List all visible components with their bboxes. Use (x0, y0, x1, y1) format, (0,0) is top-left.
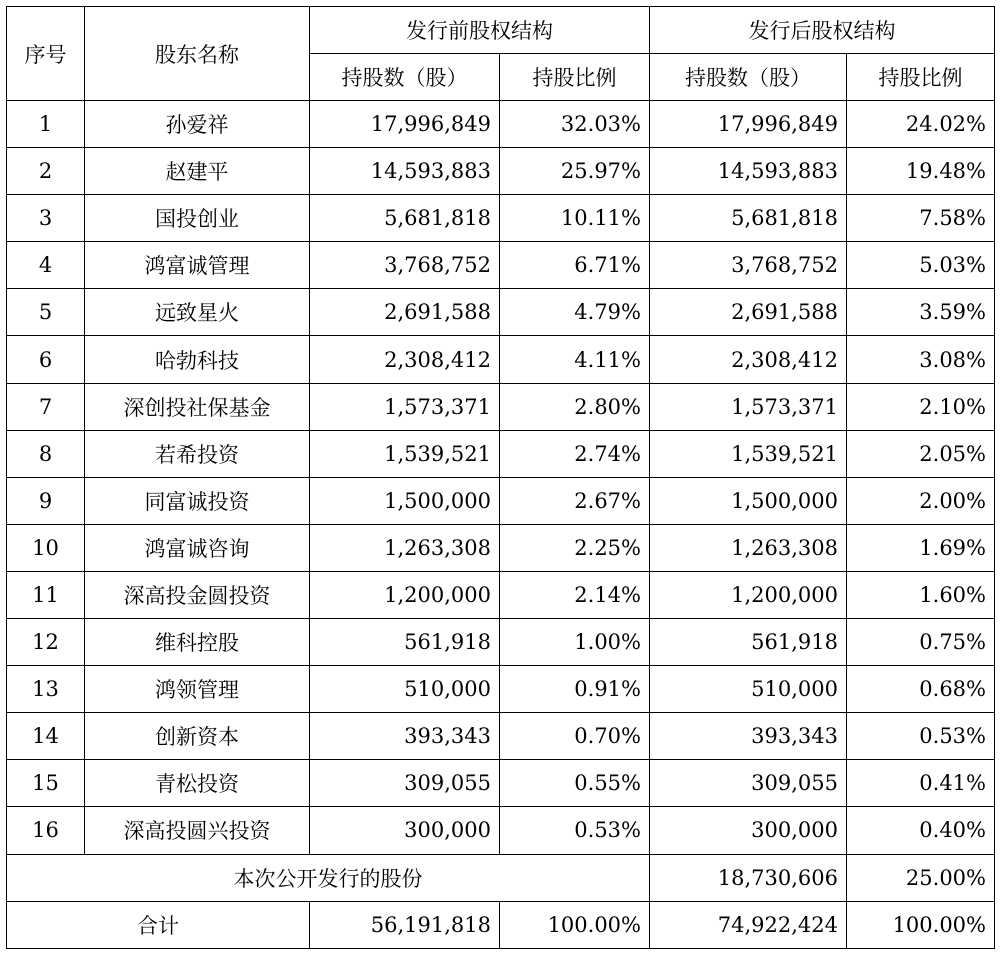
public-offering-after-shares: 18,730,606 (650, 854, 847, 901)
header-row-1 (7, 7, 995, 54)
row-before-shares: 14,593,883 (310, 148, 500, 195)
row-shareholder-name: 若希投资 (85, 430, 310, 477)
row-seq: 12 (7, 619, 85, 666)
row-after-shares: 2,691,588 (650, 289, 847, 336)
header-before-ratio: 持股比例 (500, 54, 650, 101)
row-shareholder-name: 青松投资 (85, 760, 310, 807)
row-after-shares: 5,681,818 (650, 195, 847, 242)
total-after-shares: 74,922,424 (650, 901, 847, 948)
table-row (7, 666, 995, 713)
row-before-ratio: 1.00% (500, 619, 650, 666)
row-before-shares: 5,681,818 (310, 195, 500, 242)
row-seq: 14 (7, 713, 85, 760)
row-before-ratio: 2.67% (500, 477, 650, 524)
table-row (7, 430, 995, 477)
row-after-ratio: 7.58% (847, 195, 995, 242)
row-seq: 7 (7, 383, 85, 430)
row-seq: 3 (7, 195, 85, 242)
row-shareholder-name: 深创投社保基金 (85, 383, 310, 430)
table-row (7, 101, 995, 148)
total-after-ratio: 100.00% (847, 901, 995, 948)
total-label: 合计 (7, 901, 310, 948)
row-after-ratio: 1.60% (847, 571, 995, 618)
row-before-ratio: 4.11% (500, 336, 650, 383)
table-body (7, 101, 995, 855)
row-shareholder-name: 维科控股 (85, 619, 310, 666)
row-after-shares: 1,263,308 (650, 524, 847, 571)
row-after-shares: 1,573,371 (650, 383, 847, 430)
table-footer (7, 854, 995, 948)
row-before-shares: 3,768,752 (310, 242, 500, 289)
row-before-shares: 17,996,849 (310, 101, 500, 148)
row-before-shares: 393,343 (310, 713, 500, 760)
row-before-shares: 561,918 (310, 619, 500, 666)
total-before-shares: 56,191,818 (310, 901, 500, 948)
table-row (7, 524, 995, 571)
row-after-shares: 2,308,412 (650, 336, 847, 383)
header-after-ratio: 持股比例 (847, 54, 995, 101)
table-row (7, 760, 995, 807)
row-seq: 8 (7, 430, 85, 477)
row-after-shares: 14,593,883 (650, 148, 847, 195)
row-shareholder-name: 同富诚投资 (85, 477, 310, 524)
table-header (7, 7, 995, 101)
row-before-ratio: 2.74% (500, 430, 650, 477)
row-before-ratio: 10.11% (500, 195, 650, 242)
row-after-shares: 300,000 (650, 807, 847, 854)
shareholding-table (6, 6, 995, 949)
row-seq: 15 (7, 760, 85, 807)
table-row (7, 807, 995, 854)
row-seq: 5 (7, 289, 85, 336)
row-before-shares: 1,263,308 (310, 524, 500, 571)
row-after-ratio: 24.02% (847, 101, 995, 148)
row-seq: 9 (7, 477, 85, 524)
row-after-shares: 393,343 (650, 713, 847, 760)
row-after-shares: 1,200,000 (650, 571, 847, 618)
public-offering-label: 本次公开发行的股份 (7, 854, 650, 901)
row-before-shares: 510,000 (310, 666, 500, 713)
row-before-ratio: 6.71% (500, 242, 650, 289)
total-row (7, 901, 995, 948)
row-before-shares: 2,308,412 (310, 336, 500, 383)
row-seq: 10 (7, 524, 85, 571)
row-shareholder-name: 鸿富诚咨询 (85, 524, 310, 571)
row-after-ratio: 3.08% (847, 336, 995, 383)
row-after-shares: 309,055 (650, 760, 847, 807)
row-seq: 13 (7, 666, 85, 713)
table-row (7, 571, 995, 618)
row-shareholder-name: 深高投金圆投资 (85, 571, 310, 618)
table-row (7, 619, 995, 666)
row-before-ratio: 2.80% (500, 383, 650, 430)
row-after-shares: 510,000 (650, 666, 847, 713)
row-after-ratio: 2.05% (847, 430, 995, 477)
row-after-shares: 3,768,752 (650, 242, 847, 289)
row-before-shares: 1,573,371 (310, 383, 500, 430)
row-after-ratio: 0.41% (847, 760, 995, 807)
row-after-ratio: 2.00% (847, 477, 995, 524)
row-seq: 6 (7, 336, 85, 383)
row-seq: 2 (7, 148, 85, 195)
row-seq: 11 (7, 571, 85, 618)
header-seq: 序号 (7, 7, 85, 101)
table-row (7, 289, 995, 336)
row-seq: 16 (7, 807, 85, 854)
row-after-ratio: 1.69% (847, 524, 995, 571)
table-row (7, 383, 995, 430)
row-before-shares: 1,500,000 (310, 477, 500, 524)
row-before-shares: 1,200,000 (310, 571, 500, 618)
row-after-ratio: 5.03% (847, 242, 995, 289)
row-shareholder-name: 鸿富诚管理 (85, 242, 310, 289)
public-offering-row (7, 854, 995, 901)
row-after-ratio: 0.68% (847, 666, 995, 713)
row-after-shares: 561,918 (650, 619, 847, 666)
row-after-shares: 1,539,521 (650, 430, 847, 477)
row-before-shares: 2,691,588 (310, 289, 500, 336)
row-shareholder-name: 鸿领管理 (85, 666, 310, 713)
row-after-ratio: 19.48% (847, 148, 995, 195)
public-offering-after-ratio: 25.00% (847, 854, 995, 901)
row-shareholder-name: 深高投圆兴投资 (85, 807, 310, 854)
row-shareholder-name: 远致星火 (85, 289, 310, 336)
header-name: 股东名称 (85, 7, 310, 101)
row-before-shares: 1,539,521 (310, 430, 500, 477)
row-after-ratio: 0.53% (847, 713, 995, 760)
row-after-ratio: 0.75% (847, 619, 995, 666)
row-before-ratio: 32.03% (500, 101, 650, 148)
row-before-ratio: 0.91% (500, 666, 650, 713)
row-before-ratio: 2.14% (500, 571, 650, 618)
row-before-ratio: 0.70% (500, 713, 650, 760)
row-after-shares: 17,996,849 (650, 101, 847, 148)
table-row (7, 477, 995, 524)
table-row (7, 242, 995, 289)
row-shareholder-name: 哈勃科技 (85, 336, 310, 383)
row-shareholder-name: 孙爱祥 (85, 101, 310, 148)
row-after-ratio: 2.10% (847, 383, 995, 430)
row-shareholder-name: 赵建平 (85, 148, 310, 195)
row-before-ratio: 4.79% (500, 289, 650, 336)
header-after-shares: 持股数（股） (650, 54, 847, 101)
table-row (7, 195, 995, 242)
row-before-ratio: 2.25% (500, 524, 650, 571)
header-after: 发行后股权结构 (650, 7, 995, 54)
row-seq: 1 (7, 101, 85, 148)
total-before-ratio: 100.00% (500, 901, 650, 948)
row-before-ratio: 0.53% (500, 807, 650, 854)
row-after-ratio: 0.40% (847, 807, 995, 854)
table-row (7, 713, 995, 760)
row-shareholder-name: 创新资本 (85, 713, 310, 760)
header-before-shares: 持股数（股） (310, 54, 500, 101)
row-after-shares: 1,500,000 (650, 477, 847, 524)
table-row (7, 148, 995, 195)
row-before-shares: 309,055 (310, 760, 500, 807)
header-before: 发行前股权结构 (310, 7, 650, 54)
table-row (7, 336, 995, 383)
row-after-ratio: 3.59% (847, 289, 995, 336)
row-shareholder-name: 国投创业 (85, 195, 310, 242)
row-seq: 4 (7, 242, 85, 289)
row-before-shares: 300,000 (310, 807, 500, 854)
row-before-ratio: 25.97% (500, 148, 650, 195)
row-before-ratio: 0.55% (500, 760, 650, 807)
